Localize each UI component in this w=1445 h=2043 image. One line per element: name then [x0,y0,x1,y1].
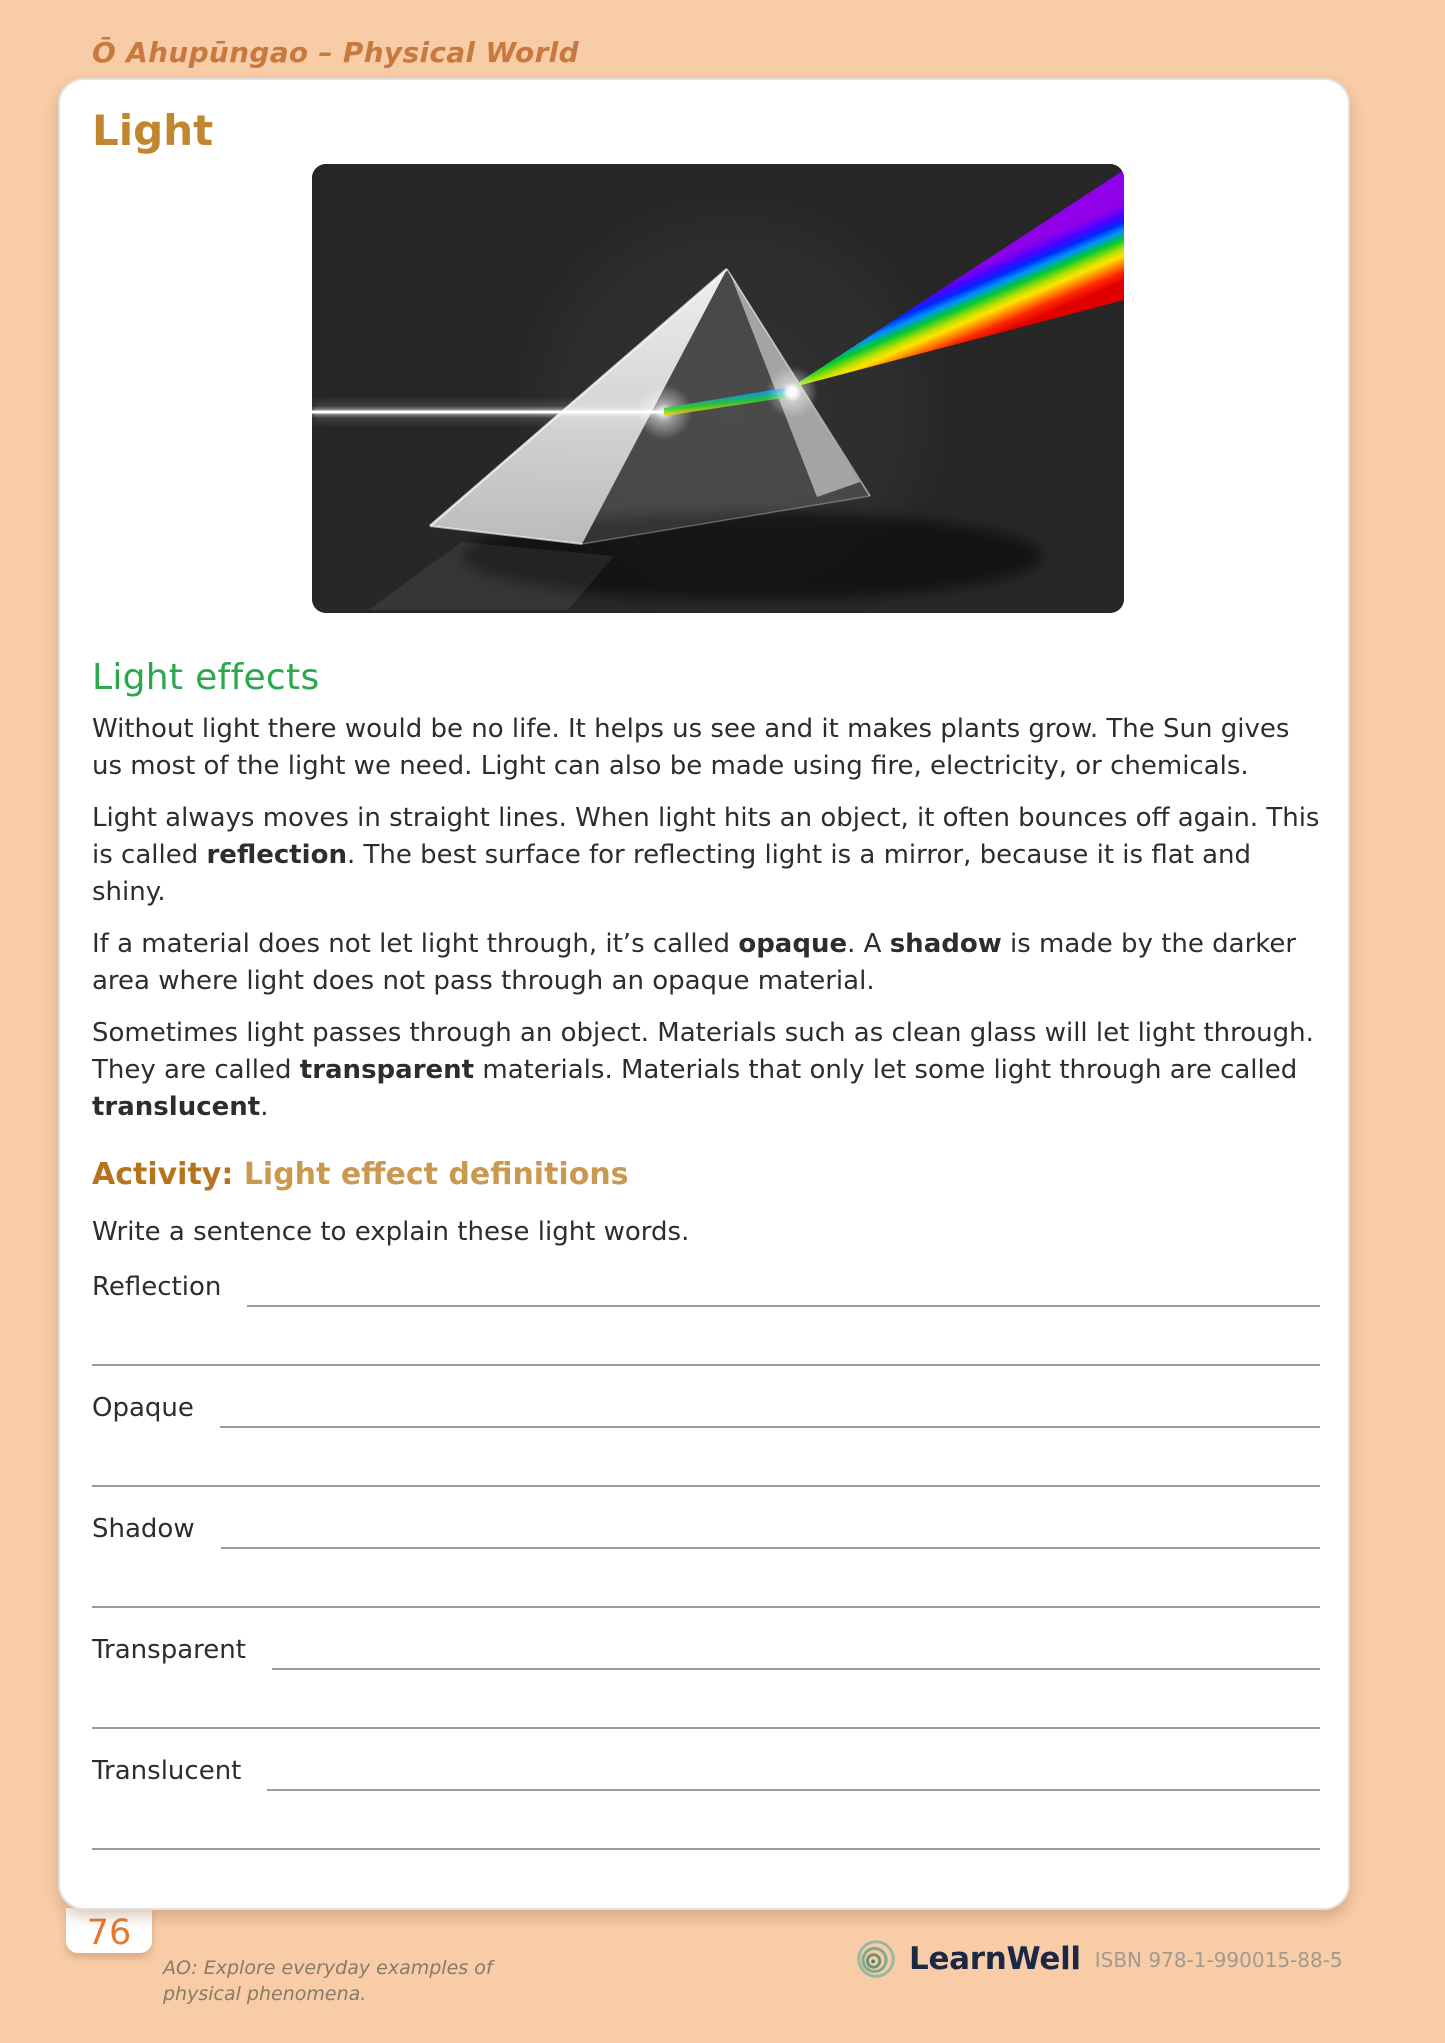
term-label: Transparent [92,1635,246,1665]
brand-logo [853,1936,1343,1982]
isbn-text: ISBN 978-1-990015-88-5 [1094,1948,1343,1972]
section-heading: Light effects [92,657,320,698]
term-block-shadow [92,1507,1320,1608]
term-label: Opaque [92,1393,194,1423]
term-block-transparent [92,1628,1320,1729]
activity-label: Activity: [92,1157,234,1192]
answer-line-full[interactable] [92,1670,1320,1729]
answer-line[interactable] [272,1628,1320,1670]
term-block-reflection [92,1265,1320,1366]
answer-line-full[interactable] [92,1307,1320,1366]
ao-note: AO: Explore everyday examples of physical phenomena. [163,1957,493,2005]
answer-line[interactable] [247,1265,1320,1307]
chapter-header: Ō Ahupūngao – Physical World [92,36,579,69]
answer-line-full[interactable] [92,1428,1320,1487]
prism-figure [312,164,1124,613]
brand-name: LearnWell [909,1941,1081,1977]
spiral-icon [853,1936,899,1982]
page-number-tab [66,1908,152,1953]
term-block-translucent [92,1749,1320,1850]
answer-line[interactable] [221,1507,1320,1549]
term-block-opaque [92,1386,1320,1487]
content-card [58,78,1350,1910]
answer-line[interactable] [220,1386,1320,1428]
answer-line-full[interactable] [92,1549,1320,1608]
body-paragraph: Sometimes light passes through an object. Materials such as clean glass will let light through. They are called transparent materials. Materials that only let some light through are called translucent. [92,1018,1314,1122]
activity-heading [92,1156,1320,1194]
activity-title: Light effect definitions [243,1157,629,1192]
term-label: Reflection [92,1272,222,1302]
activity-instruction: Write a sentence to explain these light words. [92,1217,690,1247]
term-label: Translucent [92,1756,242,1786]
page-title: Light [92,106,214,155]
body-paragraph: Light always moves in straight lines. When light hits an object, it often bounces off again. This is called reflection. The best surface for reflecting light is a mirror, because it is flat and shiny. [92,803,1320,907]
definition-form [92,1265,1320,1850]
section-body [92,711,1320,1126]
answer-line[interactable] [267,1749,1320,1791]
answer-line-full[interactable] [92,1791,1320,1850]
term-label: Shadow [92,1514,195,1544]
prism-dispersion-image [312,164,1124,613]
body-paragraph: Without light there would be no life. It helps us see and it makes plants grow. The Sun gives us most of the light we need. Light can also be made using fire, electricity, or chemicals. [92,714,1290,781]
body-paragraph: If a material does not let light through, it’s called opaque. A shadow is made by the darker area where light does not pass through an opaque material. [92,929,1297,996]
page-number: 76 [86,1912,132,1953]
